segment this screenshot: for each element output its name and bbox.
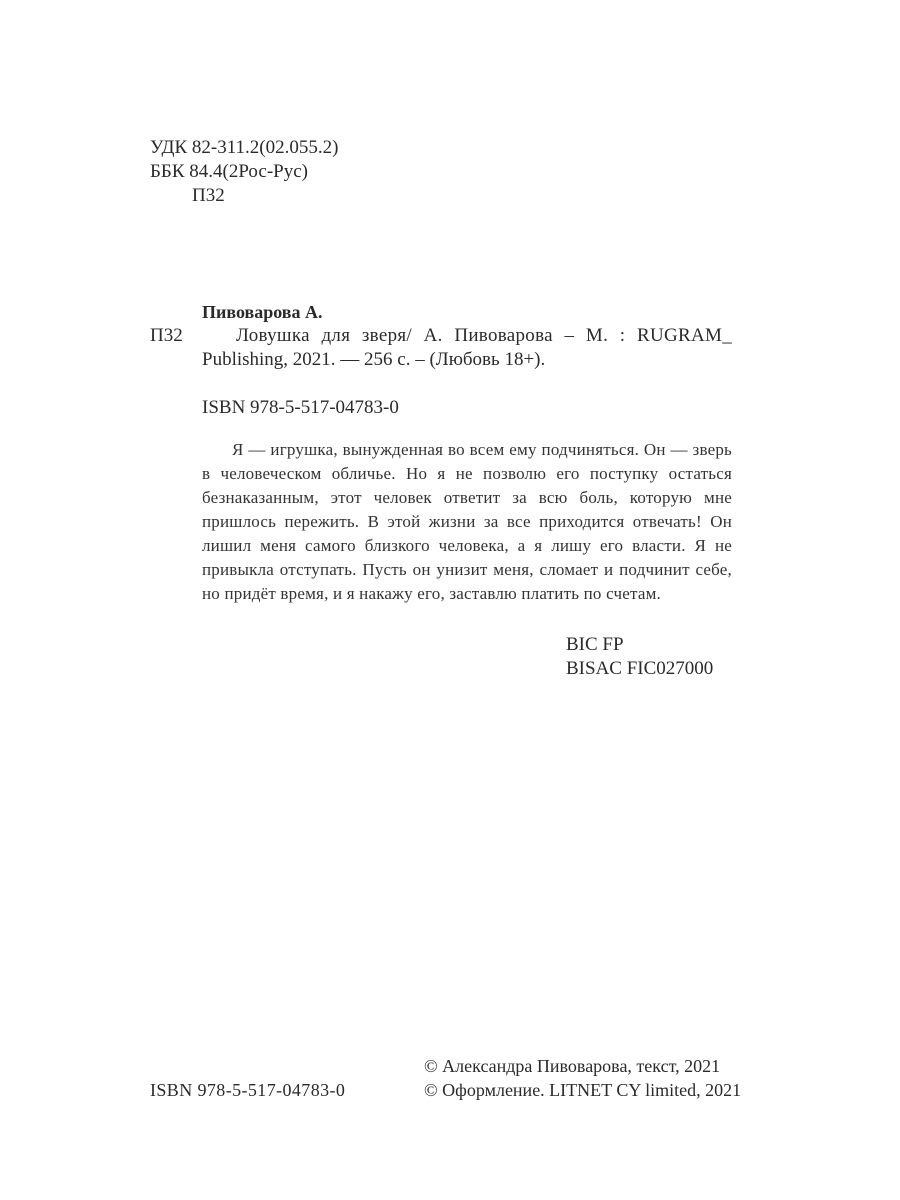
author-mark: П32 [192,185,225,206]
copyright-text: © Александра Пивоварова, текст, 2021 [424,1056,721,1076]
subject-codes [566,633,713,681]
title-line-1: Ловушка для зверя/ А. Пивоварова – М. : RUGRAM_ [236,325,732,346]
copyright-design: © Оформление. LITNET CY limited, 2021 [424,1080,742,1100]
record-author-mark: П32 [150,325,183,346]
title-line-2: Publishing, 2021. — 256 с. – (Любовь 18+). [202,349,546,370]
record-isbn: ISBN 978-5-517-04783-0 [202,397,399,418]
udk-code: УДК 82-311.2(02.055.2) [150,137,339,158]
classification-block [150,136,338,208]
annotation-paragraph: Я — игрушка, вынужденная во всем ему подчиняться. Он — зверь в человеческом обличье. Но я не позволю его поступку остаться безнаказанным, этот человек ответит за всю боль, которую мне пришлось пережить. В этой жизни за все приходится отвечать! Он лишил меня самого близкого человека, а я лишу его власти. Я не привыкла отступать. Пусть он унизит меня, сломает и подчинит себе, но придёт время, и я накажу его, заставлю платить по счетам. [202,440,732,603]
footer-isbn: ISBN 978-5-517-04783-0 [150,1080,346,1100]
bibliographic-description [202,324,732,372]
bisac-code: BISAC FIC027000 [566,658,714,679]
bbk-code: ББК 84.4(2Рос-Рус) [150,161,308,182]
copyright-notices [424,1054,741,1102]
bic-code: BIC FP [566,634,624,655]
record-author: Пивоварова А. [202,302,323,322]
